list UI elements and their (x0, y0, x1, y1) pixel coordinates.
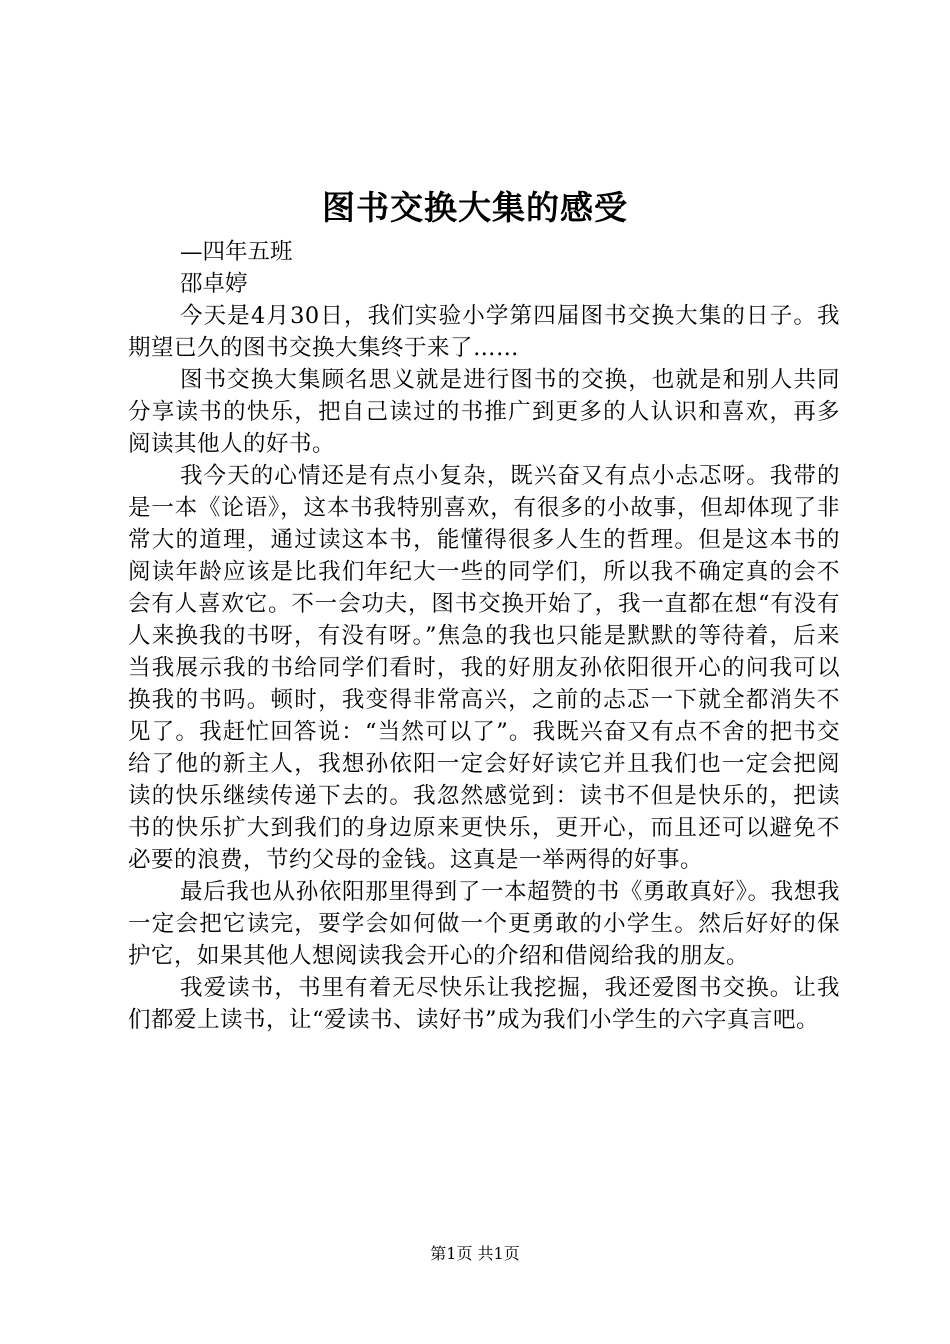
paragraph-intro: 今天是4月30日，我们实验小学第四届图书交换大集的日子。我期望已久的图书交换大集终于来了…… (128, 303, 840, 361)
paragraph-received-book: 最后我也从孙依阳那里得到了一本超赞的书《勇敢真好》。我想我一定会把它读完，要学会如何做一个更勇敢的小学生。然后好好的保护它，如果其他人想阅读我会开心的介绍和借阅给我的朋友。 (128, 879, 840, 969)
paragraph-conclusion: 我爱读书，书里有着无尽快乐让我挖掘，我还爱图书交换。让我们都爱上读书，让“爱读书、读好书”成为我们小学生的六字真言吧。 (128, 975, 840, 1033)
class-line: —四年五班 (180, 239, 293, 265)
paragraph-experience: 我今天的心情还是有点小复杂，既兴奋又有点小忐忑呀。我带的是一本《论语》，这本书我特别喜欢，有很多的小故事，但却体现了非常大的道理，通过读这本书，能懂得很多人生的哲理。但是这本书的阅读年龄应该是比我们年纪大一些的同学们，所以我不确定真的会不会有人喜欢它。不一会功夫，图书交换开始了，我一直都在想“有没有人来换我的书呀，有没有呀。”焦急的我也只能是默默的等待着，后来当我展示我的书给同学们看时，我的好朋友孙依阳很开心的问我可以换我的书吗。顿时，我变得非常高兴，之前的忐忑一下就全都消失不见了。我赶忙回答说：“当然可以了”。我既兴奋又有点不舍的把书交给了他的新主人，我想孙依阳一定会好好读它并且我们也一定会把阅读的快乐继续传递下去的。我忽然感觉到：读书不但是快乐的，把读书的快乐扩大到我们的身边原来更快乐，更开心，而且还可以避免不必要的浪费，节约父母的金钱。这真是一举两得的好事。 (128, 463, 840, 873)
author-name: 邵卓婷 (180, 271, 248, 297)
document-body (128, 236, 840, 1036)
page-footer: 第1页 共1页 (430, 1244, 520, 1263)
paragraph-definition: 图书交换大集顾名思义就是进行图书的交换，也就是和别人共同分享读书的快乐，把自己读过的书推广到更多的人认识和喜欢，再多阅读其他人的好书。 (128, 367, 840, 457)
document-title: 图书交换大集的感受 (322, 188, 628, 227)
